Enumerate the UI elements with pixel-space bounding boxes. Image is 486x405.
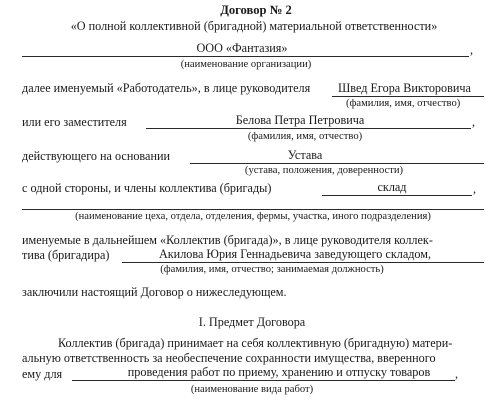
team-prefix: с одной стороны, и члены коллектива (бригады): [22, 181, 272, 195]
team-underline-2: [22, 209, 484, 210]
team-value: склад: [377, 180, 407, 194]
basis-underline: [190, 163, 484, 164]
employer-prefix: далее именуемый «Работодатель», в лице руководителя: [22, 81, 311, 95]
document-title: Договор № 2: [220, 3, 292, 17]
deputy-prefix: или его заместителя: [22, 115, 127, 129]
employer-underline: [332, 96, 484, 97]
basis-value: Устава: [287, 148, 323, 162]
team-underline-1: [322, 195, 472, 196]
section-heading: I. Предмет Договора: [198, 315, 306, 329]
deputy-comma: ,: [472, 115, 476, 129]
section-work-underline: [72, 380, 455, 381]
brigade-line-1-text: именуемые в дальнейшем «Коллектив (бригада)», в лице руководителя коллек-: [22, 233, 433, 247]
organization-underline: [22, 56, 469, 57]
concluded-text: заключили настоящий Договор о нижеследующем.: [22, 285, 287, 299]
organization-caption: (наименование организации): [180, 59, 312, 70]
employer-name: Швед Егора Викторовича: [338, 81, 471, 95]
basis-prefix: действующего на основании: [22, 149, 171, 163]
section-work-prefix: ему для: [22, 367, 63, 381]
section-work-value: проведения работ по приему, хранению и отпуску товаров: [127, 365, 431, 379]
deputy-caption: (фамилия, имя, отчество): [247, 131, 363, 142]
deputy-name: Белова Петра Петровича: [235, 113, 365, 127]
section-paragraph-line-2: альную ответственность за необеспечение сохранности имущества, вверенного: [22, 351, 436, 365]
brigade-underline: [122, 262, 484, 263]
section-work-caption: (наименование вида работ): [190, 384, 314, 395]
brigade-line-1: [22, 234, 484, 246]
team-comma: ,: [473, 182, 477, 196]
organization-value: ООО «Фантазия»: [196, 41, 288, 55]
brigade-leader: Акилова Юрия Геннадьевича заведующего складом,: [158, 247, 432, 261]
brigade-prefix: тива (бригадира): [22, 248, 110, 262]
brigade-caption: (фамилия, имя, отчество; занимаемая должность): [160, 264, 384, 275]
section-work-comma: ,: [455, 367, 459, 381]
document-subtitle: «О полной коллективной (бригадной) материальной ответственности»: [70, 19, 438, 33]
employer-caption: (фамилия, имя, отчество): [346, 98, 461, 109]
basis-caption: (устава, положения, доверенности): [244, 165, 404, 176]
section-paragraph-line-1: Коллектив (бригада) принимает на себя коллективную (бригадную) матери-: [58, 336, 453, 350]
organization-comma: ,: [470, 43, 474, 57]
team-caption: (наименование цеха, отдела, отделения, фермы, участка, иного подразделения): [75, 211, 431, 222]
deputy-underline: [146, 128, 471, 129]
